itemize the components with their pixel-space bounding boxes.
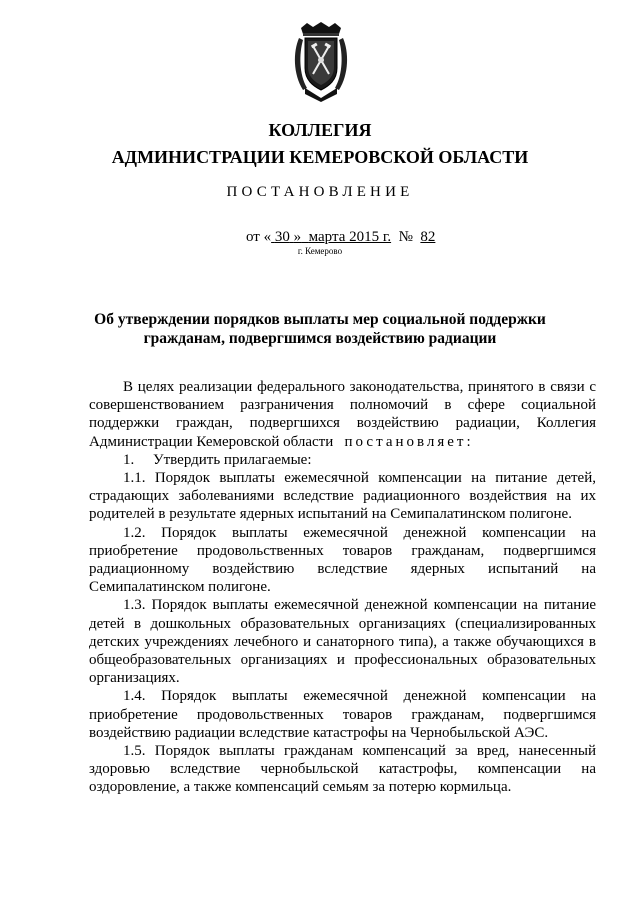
subject-line1: Об утверждении порядков выплаты мер социальной поддержки — [94, 311, 546, 328]
date-prefix: от « — [246, 229, 272, 245]
city-label: г. Кемерово — [297, 246, 343, 256]
subject-line2: гражданам, подвергшимся воздействию радиации — [143, 330, 497, 347]
date-line — [246, 228, 435, 246]
org-title-line2: АДМИНИСТРАЦИИ КЕМЕРОВСКОЙ ОБЛАСТИ — [111, 147, 529, 167]
document-subject — [90, 310, 550, 348]
document-body — [89, 378, 596, 797]
date-day: 30 » марта 2015 г. — [274, 229, 392, 245]
item-1-4: 1.4. Порядок выплаты ежемесячной денежной компенсации на приобретение продовольственных товаров гражданам, подвергшимся воздействию радиации вследствие катастрофы на Чернобыльской АЭС. — [89, 688, 596, 741]
item-1: 1. Утвердить прилагаемые: — [123, 451, 312, 468]
org-title-line1: КОЛЛЕГИЯ — [268, 120, 372, 140]
intro-paragraph: В целях реализации федерального законодательства, принятого в связи с совершенствованием разграничения полномочий в сфере социальной поддержки граждан, подвергшихся воздействию радиации, Коллегия Администрации Кемеровской области постановляет: — [89, 379, 596, 450]
item-1-3: 1.3. Порядок выплаты ежемесячной денежной компенсации на питание детей в дошкольных образовательных организациях (специализированных детских учреждениях лечебного и санаторного типа), а также обучающихся в общеобразовательных организациях и профессиональных образовательных организациях. — [89, 597, 596, 687]
item-1-1: 1.1. Порядок выплаты ежемесячной компенсации на питание детей, страдающих заболеваниями вследствие радиационного воздействия на их родителей в результате ядерных испытаний на Семипалатинском полигоне. — [89, 470, 596, 523]
document-type: ПОСТАНОВЛЕНИЕ — [226, 184, 414, 200]
number-label: № — [398, 229, 413, 245]
intro-verb: постановляет: — [344, 433, 474, 450]
kemerovo-coat-of-arms-icon — [293, 22, 349, 104]
item-1-5: 1.5. Порядок выплаты гражданам компенсаций за вред, нанесенный здоровью вследствие чернобыльской катастрофы, компенсации на оздоровление, а также компенсаций семьям за потерю кормильца. — [89, 743, 596, 796]
item-1-2: 1.2. Порядок выплаты ежемесячной денежной компенсации на приобретение продовольственных товаров гражданам, подвергшимся радиационному воздействию вследствие ядерных испытаний на Семипалатинском полигоне. — [89, 524, 596, 596]
document-number: 82 — [420, 229, 436, 245]
